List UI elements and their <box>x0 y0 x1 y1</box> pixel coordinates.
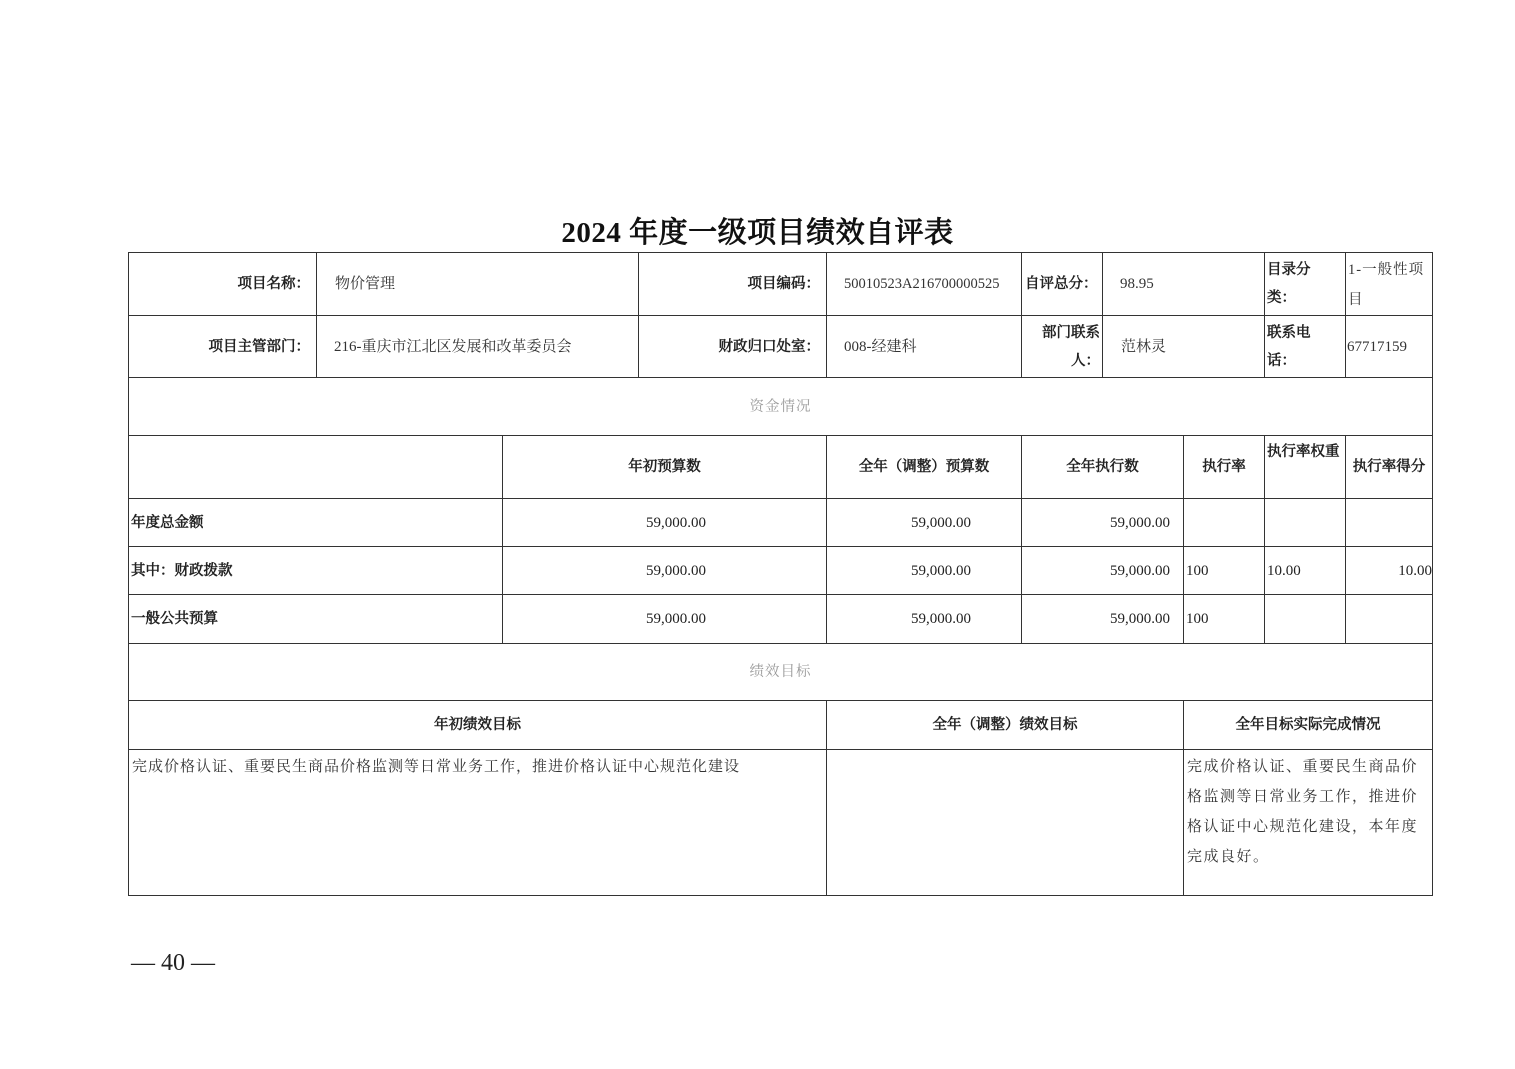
phone-label: 联系电话： <box>1264 315 1346 378</box>
finance-office-label: 财政归口处室： <box>638 315 827 378</box>
funds-row-rate: 100 <box>1183 546 1265 595</box>
funds-row-weight: 10.00 <box>1264 546 1346 595</box>
funds-row-label: 年度总金额 <box>128 498 503 547</box>
funds-row-adjusted: 59,000.00 <box>826 546 1022 595</box>
goals-header-adjusted: 全年（调整）绩效目标 <box>826 700 1184 750</box>
funds-row-executed: 59,000.00 <box>1021 594 1184 644</box>
self-score-value: 98.95 <box>1102 252 1265 316</box>
actual-completion-text: 完成价格认证、重要民生商品价格监测等日常业务工作，推进价格认证中心规范化建设，本年度完成良好。 <box>1183 749 1433 896</box>
project-name-label: 项目名称： <box>128 252 317 316</box>
funds-row-weight <box>1264 594 1346 644</box>
funds-header-score: 执行率得分 <box>1345 435 1433 499</box>
goals-header-initial: 年初绩效目标 <box>128 700 827 750</box>
adjusted-goal-text <box>826 749 1184 896</box>
funds-row-initial: 59,000.00 <box>502 546 827 595</box>
page-number: — 40 — <box>131 950 215 976</box>
funds-row-score <box>1345 594 1433 644</box>
funds-row-score: 10.00 <box>1345 546 1433 595</box>
catalog-label: 目录分类： <box>1264 252 1346 316</box>
contact-value: 范林灵 <box>1102 315 1265 378</box>
funds-header-adjusted: 全年（调整）预算数 <box>826 435 1022 499</box>
funds-header-initial: 年初预算数 <box>502 435 827 499</box>
funds-row-weight <box>1264 498 1346 547</box>
funds-row-label: 一般公共预算 <box>128 594 503 644</box>
goals-section-title: 绩效目标 <box>128 643 1433 701</box>
funds-row-initial: 59,000.00 <box>502 594 827 644</box>
funds-row-adjusted: 59,000.00 <box>826 594 1022 644</box>
phone-value: 67717159 <box>1345 315 1433 378</box>
initial-goal-text: 完成价格认证、重要民生商品价格监测等日常业务工作，推进价格认证中心规范化建设 <box>128 749 827 896</box>
funds-row-executed: 59,000.00 <box>1021 498 1184 547</box>
page-title: 2024 年度一级项目绩效自评表 <box>561 217 954 249</box>
self-score-label: 自评总分： <box>1021 252 1103 316</box>
self-evaluation-table <box>128 252 1433 896</box>
catalog-value: 1-一般性项目 <box>1345 252 1433 316</box>
funds-header-blank <box>128 435 503 499</box>
funds-row-adjusted: 59,000.00 <box>826 498 1022 547</box>
funds-row-initial: 59,000.00 <box>502 498 827 547</box>
funds-header-executed: 全年执行数 <box>1021 435 1184 499</box>
project-code-value: 50010523A216700000525 <box>826 252 1022 316</box>
finance-office-value: 008-经建科 <box>826 315 1022 378</box>
funds-row-label: 其中：财政拨款 <box>128 546 503 595</box>
project-code-label: 项目编码： <box>638 252 827 316</box>
dept-value: 216-重庆市江北区发展和改革委员会 <box>316 315 639 378</box>
funds-row-rate: 100 <box>1183 594 1265 644</box>
funds-header-rate: 执行率 <box>1183 435 1265 499</box>
funds-section-title: 资金情况 <box>128 377 1433 436</box>
contact-label: 部门联系人： <box>1021 315 1103 378</box>
goals-header-actual: 全年目标实际完成情况 <box>1183 700 1433 750</box>
dept-label: 项目主管部门： <box>128 315 317 378</box>
funds-row-executed: 59,000.00 <box>1021 546 1184 595</box>
project-name-value: 物价管理 <box>316 252 639 316</box>
funds-header-weight: 执行率权重 <box>1264 435 1346 499</box>
funds-row-score <box>1345 498 1433 547</box>
funds-row-rate <box>1183 498 1265 547</box>
